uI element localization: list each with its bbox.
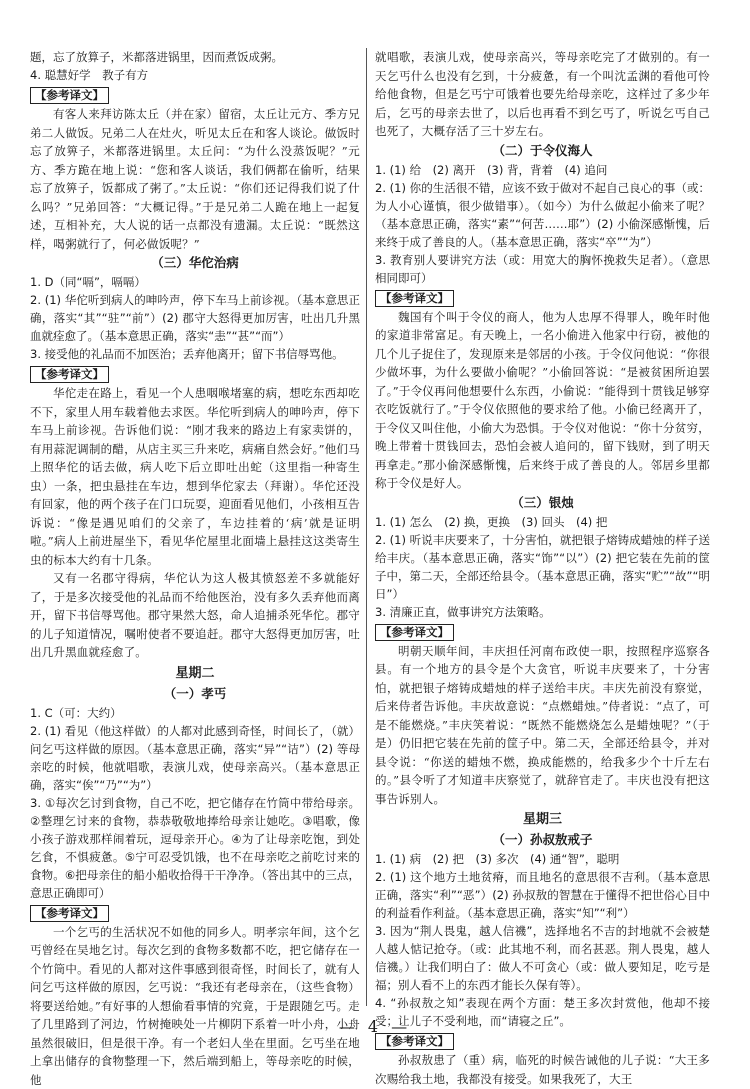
answer-line: 1. C（可：大约） bbox=[30, 704, 360, 722]
answer-line: 3. 教育别人要讲究方法（或：用宽大的胸怀挽救失足者）。（意思相同即可） bbox=[375, 251, 710, 287]
day-heading: 星期二 bbox=[30, 664, 360, 684]
section-title: （三）银烛 bbox=[375, 493, 710, 513]
translation-paragraph: 孙叔敖患了（重）病，临死的时候告诫他的儿子说：“大王多次赐给我土地，我都没有接受。如果我死了，大王 bbox=[375, 1051, 710, 1088]
page-number: — 4 — bbox=[0, 1017, 750, 1036]
answer-line: 2. (1) 你的生活很不错，应该不致于做对不起自己良心的事（或：为人小心谨慎，很少做错事）。（如今）为什么做起小偷来了呢？（基本意思正确，落实“素”“何苦……耶”）(2) 小偷深感惭愧，后来终于成了善良的人。（基本意思正确，落实“卒”“为”） bbox=[375, 179, 710, 251]
translation-paragraph: 明朝天顺年间，丰庆担任河南布政使一职，按照程序巡察各县。有一个地方的县令是个大贪官，听说丰庆要来了，十分害怕，就把银子熔铸成蜡烛的样子送给丰庆。丰庆先前没有察觉，后来侍者告诉他。丰庆故意说：“点燃蜡烛。”侍者说：“点了，可是不能燃烧。”丰庆笑着说：“既然不能燃烧怎么是蜡烛呢？”（于是）仍旧把它装在先前的筐子中。第二天，全部还给县令，并对县令说：“你送的蜡烛不燃，换成能燃的，给我多少个十斤左右的。”县令听了才知道丰庆察觉了，就辞官走了。丰庆也没有把这事告诉别人。 bbox=[375, 642, 710, 809]
section-title: （二）于令仪海人 bbox=[375, 141, 710, 161]
day-heading: 星期三 bbox=[375, 810, 710, 830]
column-divider bbox=[366, 48, 367, 1006]
answer-line: 4. “孙叔敖之知”表现在两个方面：楚王多次封赏他，他却不接受；让儿子不受利地，而“请寝之丘”。 bbox=[375, 994, 710, 1030]
answer-line: 4. 聪慧好学 教子有方 bbox=[30, 66, 360, 84]
reference-translation-label: 【参考译文】 bbox=[30, 363, 360, 384]
reference-translation-label: 【参考译文】 bbox=[30, 902, 360, 923]
answer-line: 1. (1) 病 (2) 把 (3) 多次 (4) 通“智”，聪明 bbox=[375, 850, 710, 868]
reference-translation-label: 【参考译文】 bbox=[375, 621, 710, 642]
reference-translation-label: 【参考译文】 bbox=[375, 287, 710, 308]
translation-paragraph: 华佗走在路上，看见一个人患咽喉堵塞的病，想吃东西却吃不下，家里人用车载着他去求医。华佗听到病人的呻吟声，停下车马上前诊视。告诉他们说：“刚才我来的路边上有家卖饼的，有用蒜泥调制的醋，从店主买三升来吃，病痛自然会好。”他们马上照华佗的话去做，病人吃下后立即吐出蛇（这里指一种寄生虫）一条，把虫悬挂在车边，想到华佗家去（拜谢）。华佗还没有回家，他的两个孩子在门口玩耍，迎面看见他们，小孩相互告诉说：“像是遇见咱们的父亲了，车边挂着的‘病’就是证明啦。”病人上前进屋坐下，看见华佗屋里北面墙上悬挂这这类寄生虫的标本大约有十几条。 bbox=[30, 384, 360, 569]
answer-line: 题，忘了放算子，米都落进锅里，因而煮饭成粥。 bbox=[30, 48, 360, 66]
section-title: （一）孙叔敖戒子 bbox=[375, 830, 710, 850]
translation-paragraph: 一个乞丐的生活状况不如他的同乡人。明孝宗年间，这个乞丐曾经在吴地乞讨。每次乞到的食物多数都不吃，把它储存在一个竹筒中。看见的人都对这件事感到很奇怪，时间长了，就有人问乞丐这样做的原因，乞丐说：“我还有老母亲在，（这些食物）将要送给她。”有好事的人想偷看事情的究竟，于是跟随乞丐。走了几里路到了河边，竹树掩映处一片柳阴下系着一叶小舟，小舟虽然很破旧，但是很干净。有一个老妇人坐在里面。乞丐坐在地上拿出储存的食物整理一下，然后端到船上，等母亲吃的时候，他 bbox=[30, 923, 360, 1089]
section-title: （三）华佗治病 bbox=[30, 253, 360, 273]
section-title: （一）孝丐 bbox=[30, 684, 360, 704]
reference-translation-label: 【参考译文】 bbox=[30, 84, 360, 105]
answer-line: 3. ①每次乞讨到食物，自己不吃，把它储存在竹筒中带给母亲。②整理乞讨来的食物，恭恭敬敬地捧给母亲让她吃。③唱歌，像小孩子游戏那样闹着玩，逗母亲开心。④为了让母亲吃饱，到处乞食，不惧疲惫。⑤宁可忍受饥饿，也不在母亲吃之前吃讨来的食物。⑥把母亲住的船小船收拾得干干净净。（答出其中的三点，意思正确即可） bbox=[30, 794, 360, 902]
answer-line: 2. (1) 这个地方土地贫瘠，而且地名的意思很不吉利。（基本意思正确，落实“利”“恶”）(2) 孙叔敖的智慧在于懂得不把世俗心目中的利益看作利益。（基本意思正确，落实“知”“利”） bbox=[375, 868, 710, 922]
translation-paragraph: 魏国有个叫于令仪的商人，他为人忠厚不得罪人，晚年时他的家道非常富足。有天晚上，一名小偷进入他家中行窃，被他的几个儿子捉住了，发现原来是邻居的小孩。于令仪问他说：“你很少做坏事，为什么要做小偷呢？”小偷回答说：“是被贫困所迫罢了。”于令仪再问他想要什么东西，小偷说：“能得到十贯钱足够穿衣吃饭就行了。”于令仪依照他的要求给了他。小偷已经离开了，于令仪又叫住他，小偷大为恐惧。于令仪对他说：“你十分贫穷，晚上带着十贯钱回去，恐怕会被人追问的，留下钱财，到了明天再拿走。”那小偷深感惭愧，后来终于成了善良的人。邻居乡里都称于令仪是好人。 bbox=[375, 308, 710, 493]
translation-paragraph: 有客人来拜访陈太丘（并在家）留宿，太丘让元方、季方兄弟二人做饭。兄弟二人在灶火，听见太丘在和客人谈论。做饭时忘了放箅子，米都落进锅里。太丘问：“为什么没蒸饭呢？”元方、季方跪在地上说：“您和客人谈话，我们俩都在偷听，结果忘了放箅子，饭都成了粥了。”太丘说：“你们还记得我们说了什么吗？”兄弟回答：“大概记得。”于是兄弟二人跪在地上一起复述，互相补充，大人说的话一点都没有遗漏。太丘说：“既然这样，喝粥就行了，何必做饭呢？” bbox=[30, 105, 360, 253]
translation-paragraph: 又有一名郡守得病，华佗认为这人极其愤怒差不多就能好了，于是多次接受他的礼品而不给他医治，没有多久丢弃他而离开，留下书信辱骂他。郡守果然大怒，命人追捕杀死华佗。郡守的儿子知道情况，嘱咐使者不要追赶。郡守大怒得更加厉害，吐出几升黑血就痊愈了。 bbox=[30, 569, 360, 662]
answer-line: 2. (1) 听说丰庆要来了，十分害怕，就把银子熔铸成蜡烛的样子送给丰庆。（基本意思正确，落实“饰”“以”）(2) 把它装在先前的筐子中，第二天，全部还给县令。（基本意思正确，落实“贮”“故”“明日”） bbox=[375, 531, 710, 603]
answer-line: 1. D（同“嗝”，嗝嗝） bbox=[30, 273, 360, 291]
left-column bbox=[30, 48, 360, 1089]
right-column bbox=[375, 48, 710, 1088]
reference-translation-label: 【参考译文】 bbox=[375, 1030, 710, 1051]
answer-line: 2. (1) 看见（他这样做）的人都对此感到奇怪，时间长了，（就）问乞丐这样做的原因。（基本意思正确，落实“异”“诘”）(2) 等母亲吃的时候，他就唱歌，表演儿戏，使母亲高兴。（基本意思正确，落实“俟”“乃”“为”） bbox=[30, 722, 360, 794]
answer-line: 3. 清廉正直，做事讲究方法策略。 bbox=[375, 603, 710, 621]
answer-line: 2. (1) 华佗听到病人的呻吟声，停下车马上前诊视。（基本意思正确，落实“其”“驻”“前”）(2) 郡守大怒得更加厉害，吐出几升黑血就痊愈了。（基本意思正确，落实“恚”“甚”“而”） bbox=[30, 291, 360, 345]
answer-line: 1. (1) 怎么 (2) 换，更换 (3) 回头 (4) 把 bbox=[375, 513, 710, 531]
answer-line: 3. 因为“荆人畏鬼，越人信禨”，选择地名不吉的封地就不会被楚人越人惦记抢夺。（或：此其地不利，而名甚恶。荆人畏鬼，越人信禨。）让我们明白了：做人不可贪心（或：做人要知足，吃亏是福；别人看不上的东西才能长久保有等）。 bbox=[375, 922, 710, 994]
translation-paragraph: 就唱歌，表演儿戏，使母亲高兴，等母亲吃完了才做别的。有一天乞丐什么也没有乞到，十分疲惫，有一个叫沈孟渊的看他可怜给他食物，但是乞丐宁可饿着也要先给母亲吃，这样过了多少年后，乞丐的母亲去世了，以后也再看不到乞丐了，听说乞丐自己也死了，大概存活了三十岁左右。 bbox=[375, 48, 710, 141]
answer-line: 3. 接受他的礼品而不加医治；丢弃他离开；留下书信辱骂他。 bbox=[30, 345, 360, 363]
answer-line: 1. (1) 给 (2) 离开 (3) 背，背着 (4) 追问 bbox=[375, 161, 710, 179]
